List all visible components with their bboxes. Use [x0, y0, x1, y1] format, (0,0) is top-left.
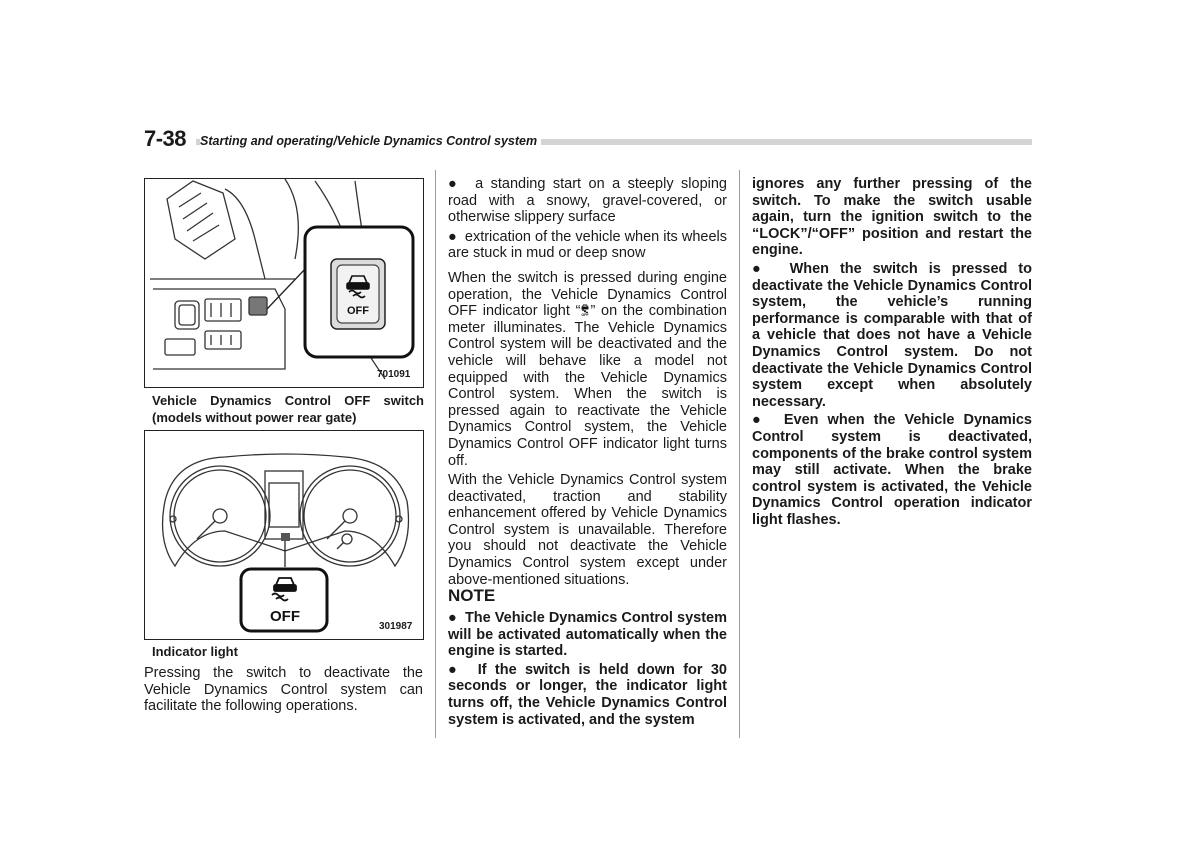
bullet-text: extrication of the vehicle when its wheels are stuck in mud or deep snow — [448, 228, 727, 262]
paragraph: When the switch is pressed during engine operation, the Vehicle Dynamics Control OFF indicator light “ OFF ” on the combination meter illuminates. The Vehicle Dynamics Control system will be deactivated and the vehicle will behave like a model not equipped with the Vehicle Dynamics Control system. When the switch is pressed again to reactivate the Vehicle Dynamics Control system, the Vehicle Dynamics Control OFF indicator light turns off. — [448, 269, 727, 469]
figure-id: 301987 — [379, 621, 413, 632]
note-item: ● The Vehicle Dynamics Control system will be activated automatically when the engine is started. — [448, 610, 727, 660]
figure-vdc-switch — [144, 178, 424, 388]
note-item: ● If the switch is held down for 30 seconds or longer, the indicator light turns off, the Vehicle Dynamics Control system is activated, and the system — [448, 661, 727, 728]
figure-id: 701091 — [377, 369, 411, 380]
vdc-off-icon — [580, 304, 590, 316]
switch-off-label: OFF — [347, 305, 369, 317]
figure-caption: Indicator light — [152, 644, 238, 659]
column-divider-2 — [739, 170, 740, 738]
bullet-item: ● extrication of the vehicle when its wheels are stuck in mud or deep snow — [448, 228, 727, 262]
bullet-item: ● a standing start on a steeply sloping road with a snowy, gravel-covered, or otherwise slippery surface — [448, 176, 727, 226]
column2-text — [448, 176, 727, 590]
column-divider-1 — [435, 170, 436, 738]
page-number: 7-38 — [144, 126, 187, 151]
column1-text — [144, 665, 423, 717]
dashboard-switch-illustration — [145, 179, 423, 387]
svg-text:OFF: OFF — [581, 312, 590, 317]
note-item: ● When the switch is pressed to deactivate the Vehicle Dynamics Control system, the vehicle’s running performance is comparable with that of a vehicle that does not have a Vehicle Dynamics Control system. Do not deactivate the Vehicle Dynamics Control system except when absolutely necessary. — [752, 260, 1032, 410]
note-item: ● Even when the Vehicle Dynamics Control system is deactivated, components of the brake control system may still activate. When the brake control system is activated, the Vehicle Dynamics Control operation indicator light flashes. — [752, 412, 1032, 528]
indicator-off-label: OFF — [270, 608, 300, 625]
section-title: Starting and operating/Vehicle Dynamics Control system — [200, 134, 541, 148]
paragraph: Pressing the switch to deactivate the Vehicle Dynamics Control system can facilitate the following operations. — [144, 665, 423, 715]
bullet-text: a standing start on a steeply sloping road with a snowy, gravel-covered, or otherwise slippery surface — [448, 176, 727, 226]
note-heading: NOTE — [448, 586, 496, 605]
note-list — [448, 610, 727, 730]
note-continuation: ignores any further pressing of the switch. To make the switch usable again, turn the ignition switch to the “LOCK”/“OFF” position and restart the engine. — [752, 176, 1032, 259]
instrument-cluster-illustration — [145, 431, 423, 639]
figure-caption: Vehicle Dynamics Control OFF switch (models without power rear gate) — [152, 393, 424, 425]
column3-text — [752, 176, 1032, 530]
figure-indicator-light — [144, 430, 424, 640]
paragraph: With the Vehicle Dynamics Control system deactivated, traction and stability enhancement offered by Vehicle Dynamics Control system is unavailable. Therefore you should not deactivate the Vehicle Dynamics Control system except under above-mentioned situations. — [448, 472, 727, 588]
